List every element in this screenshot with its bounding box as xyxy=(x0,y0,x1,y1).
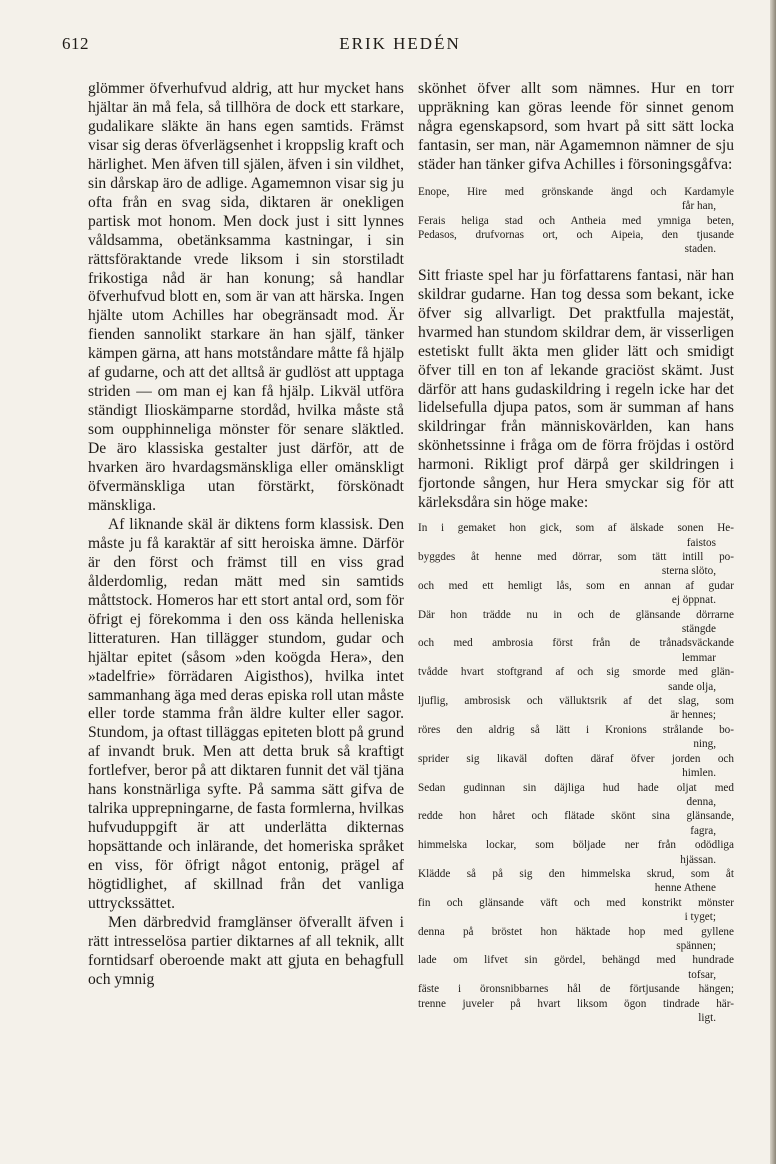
verse-line xyxy=(418,579,734,608)
verse-line-text: röres den aldrig så lätt i Kronions strålande bo- xyxy=(418,723,734,736)
paragraph: Af liknande skäl är diktens form klassisk. Den måste ju få karaktär af sitt heroiska ämne. Därför är den först och främst till en viss grad ålderdomlig, redan mätt med sin samtids måttstock. Homeros har ett stort antal ord, som för öfrigt ej förekomma i den oss kända helleniska litteraturen. Han tillägger stundom, gudar och hjältar epitet (såsom »den koögda Hera», den »tadelfrie» förrädaren Aigisthos), hvilka intet sammanhang äga med deras episka roll utan måste eller torde stamma från äldre kulter eller sagor. Stundom, ja oftast tilläggas epiteten blott på grund af invandt bruk. Men att detta bruk så kraftigt fortlefver, beror på att diktaren funnit det väl tjäna hans konstnärliga syfte. På samma sätt gifva de talrika upprepningarne, de fasta formlerna, hvilkas hufvuduppgift är att underlätta dikternas hopsättande och inlärande, det homeriska språket en viss, för öfrigt något entonig, prägel af högtidlighet, af skillnad från det vanliga uttryckssättet. xyxy=(88,515,404,912)
verse-line-continuation: tofsar, xyxy=(688,968,716,981)
verse-line-continuation: ej öppnat. xyxy=(671,594,716,607)
verse-line-continuation: sterna slöto, xyxy=(661,565,716,578)
verse-line-continuation: är hennes; xyxy=(670,709,716,722)
verse-line xyxy=(418,636,734,665)
page-edge-shadow xyxy=(770,0,776,1164)
verse-line-continuation: får han, xyxy=(681,200,716,213)
verse-line xyxy=(418,867,734,896)
verse-quote xyxy=(418,185,734,257)
verse-line xyxy=(418,809,734,838)
verse-line xyxy=(418,185,734,214)
verse-line xyxy=(418,694,734,723)
verse-line xyxy=(418,228,734,257)
verse-line-text: ljuflig, ambrosisk och välluktsrik af det slag, som xyxy=(418,695,734,708)
verse-line-continuation: staden. xyxy=(684,243,716,256)
verse-line-continuation: sande olja, xyxy=(668,680,716,693)
verse-line-text: Ferais heliga stad och Antheia med ymniga beten, xyxy=(418,214,734,227)
verse-line-text: Klädde så på sig den himmelska skrud, som åt xyxy=(418,867,734,880)
page-header xyxy=(60,34,740,58)
paragraph: skönhet öfver allt som nämnes. Hur en torr uppräkning kan göras leende för sinnet genom några egenskapsord, som hvart på sitt sätt locka fantasin, ser man, när Agamemnon nämner de sju städer han tänker gifva Achilles i försoningsgåfva: xyxy=(418,80,734,173)
verse-line-text: himmelska lockar, som böljade ner från odödliga xyxy=(418,839,734,852)
verse-line-continuation: ning, xyxy=(693,738,716,751)
verse-line-text: och med ambrosia först från de trånadsväckande xyxy=(418,637,734,650)
verse-line xyxy=(418,214,734,228)
verse-line-text: In i gemaket hon gick, som af älskade sonen He- xyxy=(418,522,734,535)
running-head: ERIK HEDÉN xyxy=(339,34,461,53)
verse-line-continuation: i tyget; xyxy=(684,911,716,924)
verse-line-text: Enope, Hire med grönskande ängd och Kardamyle xyxy=(418,185,734,198)
verse-line-continuation: fagra, xyxy=(690,824,716,837)
verse-line-text: trenne juveler på hvart liksom ögon tindrade här- xyxy=(418,997,734,1010)
verse-line-text: tvådde hvart stoftgrand af och sig smorde med glän- xyxy=(418,666,734,679)
right-column xyxy=(418,80,734,1035)
verse-line xyxy=(418,982,734,996)
verse-line xyxy=(418,752,734,781)
verse-quote xyxy=(418,521,734,1025)
paragraph: Men därbredvid framglänser öfverallt äfven i rätt intresselösa partier diktarnes af all teknik, allt forntidsarf oberoende makt att gjuta en behagfull och ymnig xyxy=(88,913,404,988)
verse-line-text: Sedan gudinnan sin däjliga hud hade oljat med xyxy=(418,781,734,794)
verse-line xyxy=(418,550,734,579)
verse-line-text: sprider sig likaväl doften däraf öfver jorden och xyxy=(418,752,734,765)
verse-line-text: fäste i öronsnibbarnes hål de förtjusande hängen; xyxy=(418,983,734,996)
paragraph: glömmer öfverhufvud aldrig, att hur mycket hans hjältar än må fela, så tillhöra de dock ett starkare, gudalikare släkte än hans egen samtids. Främst visar sig deras öfverlägsenhet i kroppslig kraft och härlighet. Men äfven till själen, äfven i sin vildhet, sin dårskap äro de adlige. Agamemnon visar sig ju ofta från en svag sida, diktaren är onekligen partisk mot honom. Men dock just i sitt lynnes våldsamma, obetänksamma kastningar, i sin rättsföraktande vrede liksom i sin storstiladt frikostiga nåd är han konung; så handlar öfverhufvud blott en, som är van att härska. Ingen hjälte utom Achilles har obegränsadt mod. Är fienden sannolikt starkare än han själf, tänker kämpen gärna, att hans motståndare måtte få hjälp af gudarne, och att det alltså är gudlöst att upptaga striden — om man ej kan få hjälp. Likväl utföra ständigt Ilioskämparne stordåd, hvilka måste stå som oupphinneliga mönster för senare släktled. De äro klassiska gestalter just därför, att de hvarken äro hvardagsmänskliga eller omänskligt öfvermänskliga utan förstärkt, förskönadt mänskliga. xyxy=(88,80,404,514)
verse-line xyxy=(418,997,734,1026)
verse-line-continuation: faistos xyxy=(686,536,716,549)
verse-line-continuation: henne Athene xyxy=(654,882,716,895)
verse-line-continuation: stängde xyxy=(681,623,716,636)
verse-line-continuation: lemmar xyxy=(681,651,716,664)
page-number: 612 xyxy=(62,34,89,53)
verse-line-text: fin och glänsande väft och med konstrikt mönster xyxy=(418,896,734,909)
verse-line-text: byggdes åt henne med dörrar, som tätt intill po- xyxy=(418,551,734,563)
verse-line-text: Pedasos, drufvornas ort, och Aipeia, den tjusande xyxy=(418,228,734,241)
verse-line-text: redde hon håret och flätade skönt sina glänsande, xyxy=(418,810,734,823)
verse-line xyxy=(418,896,734,925)
verse-line xyxy=(418,781,734,810)
verse-line xyxy=(418,723,734,752)
verse-line-continuation: spännen; xyxy=(676,939,716,952)
verse-line xyxy=(418,838,734,867)
paragraph: Sitt friaste spel har ju författarens fantasi, när han skildrar gudarne. Han tog dessa som bekant, icke öfver sig allvarligt. Det praktfulla majestät, hvarmed han stundom skildrar dem, är visserligen estetiskt fullt äkta men glider lätt och smidigt öfver till en ton af lekande graciöst skämt. Just därför att hans gudaskildring i regeln icke har det lidelsefulla djupa patos, som är summan af hans skildringar från människovärlden, kan hans skönhetssinne i fråga om de förra fröjdas i ostörd harmoni. Rikligt prof därpå ger skildringen i fjortonde sången, hur Hera smyckar sig för att kärleksdåra sin höge make: xyxy=(418,266,734,512)
verse-line-continuation: himlen. xyxy=(682,767,716,780)
verse-line xyxy=(418,925,734,954)
verse-line-text: denna på bröstet hon häktade hop med gyllene xyxy=(418,925,734,938)
verse-line xyxy=(418,953,734,982)
verse-line-text: Där hon trädde nu in och de glänsande dörrarne xyxy=(418,608,734,621)
verse-line-continuation: ligt. xyxy=(698,1012,716,1024)
verse-line-text: lade om lifvet sin gördel, behängd med hundrade xyxy=(418,954,734,967)
left-column xyxy=(88,80,404,990)
verse-line-continuation: hjässan. xyxy=(680,853,716,866)
verse-line-continuation: denna, xyxy=(686,795,716,808)
verse-line xyxy=(418,608,734,637)
verse-line xyxy=(418,665,734,694)
verse-line xyxy=(418,521,734,550)
verse-line-text: och med ett hemligt lås, som en annan af gudar xyxy=(418,579,734,592)
